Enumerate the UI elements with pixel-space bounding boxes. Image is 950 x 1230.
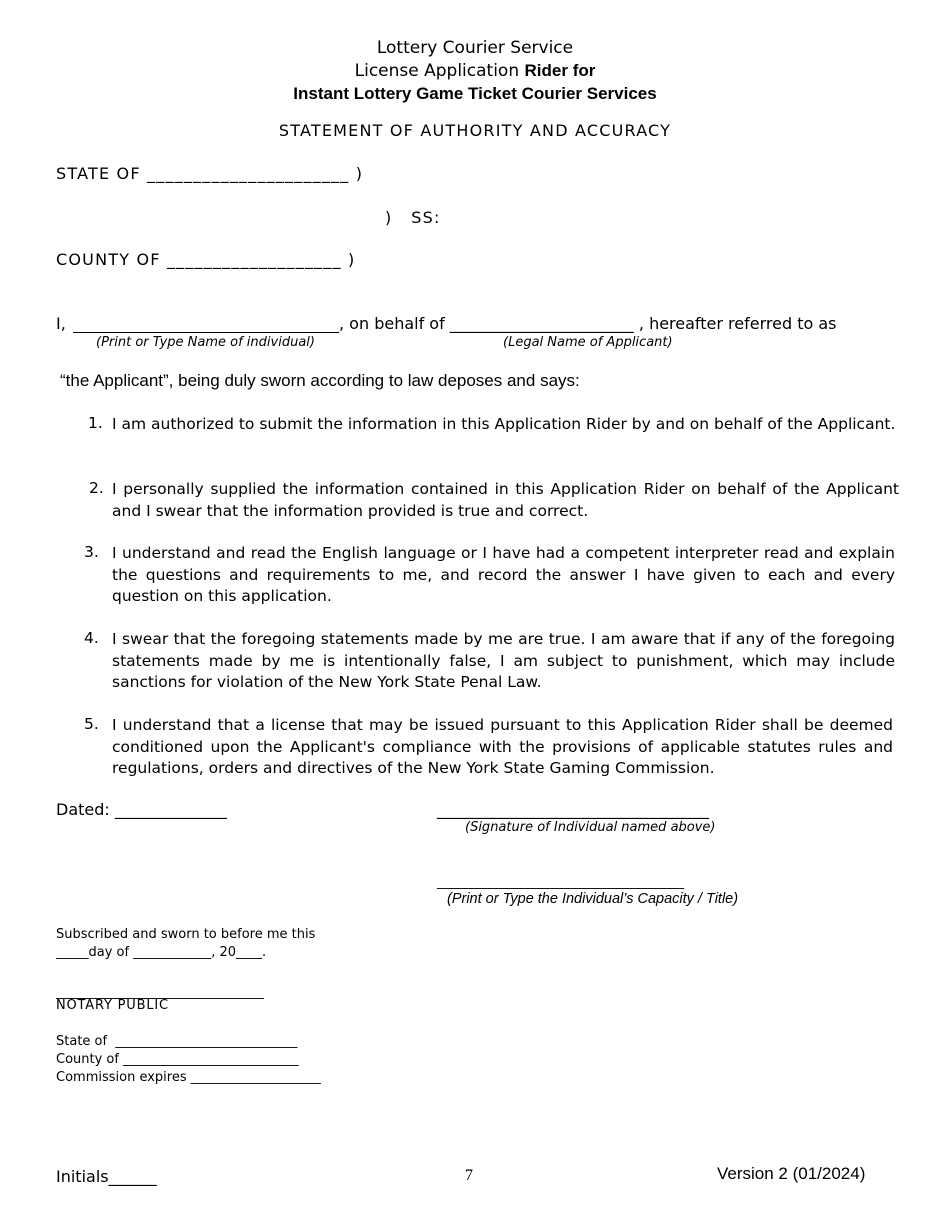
item-2-number: 2. xyxy=(89,479,104,497)
title-caption: (Print or Type the Individual’s Capacity / Title) xyxy=(447,891,739,907)
header-line-3: Instant Lottery Game Ticket Courier Services xyxy=(293,84,657,103)
item-4-number: 4. xyxy=(84,629,99,647)
item-3-text: I understand and read the English language or I have had a competent interpreter read and explain the questions and requirements to me, and record the answer I have given to each and every question on this application. xyxy=(112,544,895,605)
item-2-text: I personally supplied the information contained in this Application Rider on behalf of the Applicant and I swear that the information provided is true and correct. xyxy=(112,480,899,520)
day-of-field[interactable]: _____day of ____________, 20____. xyxy=(56,945,267,960)
header-line-1: Lottery Courier Service xyxy=(376,38,574,58)
applicant-name-caption: (Legal Name of Applicant) xyxy=(503,335,673,350)
subscribed-text: Subscribed and sworn to before me this xyxy=(56,927,316,942)
ss-label: ) SS: xyxy=(385,208,441,227)
county-of-field[interactable]: COUNTY OF ___________________ ) xyxy=(56,250,356,269)
item-4-text: I swear that the foregoing statements made by me are true. I am aware that if any of the foregoing statements made by me is intentionally false, I am subject to punishment, which may include sanctions for violation of the New York State Penal Law. xyxy=(112,630,895,691)
header-line-2-plain: License Application xyxy=(354,61,525,81)
item-5-text: I understand that a license that may be issued pursuant to this Application Rider shall be deemed conditioned upon the Applicant's compliance with the provisions of applicable statutes rules and regulations, orders and directives of the New York State Gaming Commission. xyxy=(112,716,893,777)
statement-title: STATEMENT OF AUTHORITY AND ACCURACY xyxy=(278,121,672,140)
state-of-field[interactable]: STATE OF ______________________ ) xyxy=(56,164,364,183)
individual-name-caption: (Print or Type Name of individual) xyxy=(96,335,315,350)
notary-county-field[interactable]: County of ___________________________ xyxy=(56,1052,299,1067)
item-1-text: I am authorized to submit the information in this Application Rider by and on behalf of the Applicant. xyxy=(112,415,896,433)
signature-caption: (Signature of Individual named above) xyxy=(465,820,716,835)
item-1-number: 1. xyxy=(88,414,103,432)
item-3-number: 3. xyxy=(84,543,99,561)
version-label: Version 2 (01/2024) xyxy=(717,1164,866,1183)
header-line-2-bold: Rider for xyxy=(524,61,596,80)
dated-field[interactable]: Dated: ______________ xyxy=(56,800,227,819)
page-number: 7 xyxy=(465,1167,473,1184)
header-line-2 xyxy=(0,61,950,81)
commission-expires-field[interactable]: Commission expires ____________________ xyxy=(56,1070,321,1085)
individual-name-line[interactable] xyxy=(73,332,339,333)
initials-field[interactable]: Initials______ xyxy=(56,1167,157,1186)
signature-line[interactable]: __________________________________ xyxy=(437,800,709,819)
title-line[interactable]: ______________________________________ xyxy=(437,875,684,890)
on-behalf-of-text: , on behalf of _______________________ , hereafter referred to as xyxy=(339,314,837,333)
item-5-number: 5. xyxy=(84,715,99,733)
notary-state-field[interactable]: State of ____________________________ xyxy=(56,1034,298,1049)
declarant-prefix: I, xyxy=(56,314,66,333)
notary-signature-line[interactable]: ________________________________ xyxy=(56,985,264,1000)
notary-public-label: NOTARY PUBLIC xyxy=(56,998,169,1013)
sworn-statement: “the Applicant”, being duly sworn according to law deposes and says: xyxy=(60,371,580,390)
